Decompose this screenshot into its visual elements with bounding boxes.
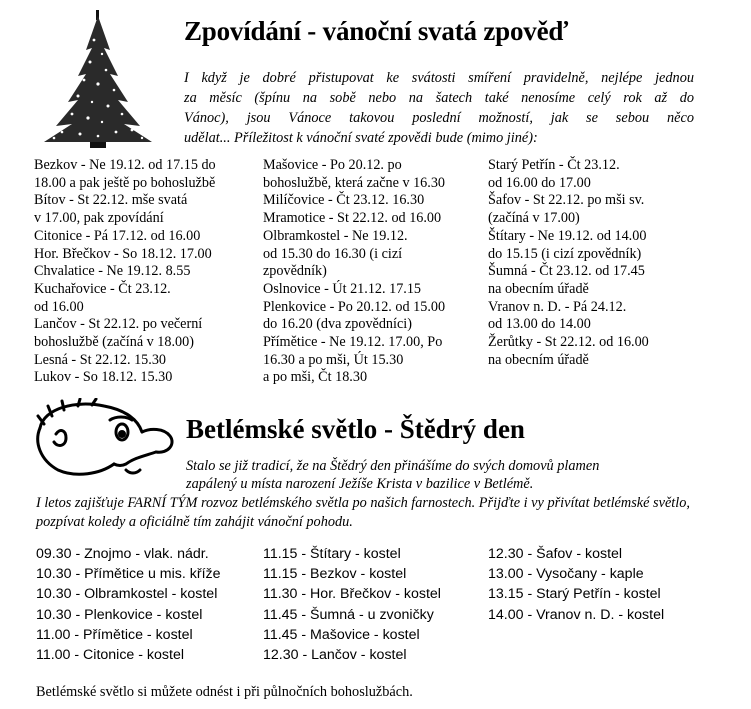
schedule-line: bohoslužbě, která začne v 16.30 xyxy=(263,174,446,191)
schedule-line: Štítary - Ne 19.12. od 14.00 xyxy=(488,227,647,244)
schedule-line: 11.15 - Štítary - kostel xyxy=(263,546,401,562)
schedule-line: Vranov n. D. - Pá 24.12. xyxy=(488,298,627,315)
intro-line: Stalo se již tradicí, že na Štědrý den přinášíme do svých domovů plamen xyxy=(186,458,600,474)
schedule-line: 13.00 - Vysočany - kaple xyxy=(488,566,644,583)
schedule-line: Chvalatice - Ne 19.12. 8.55 xyxy=(34,263,191,280)
schedule-line: Kuchařovice - Čt 23.12. xyxy=(34,280,171,297)
schedule-line: Šumná - Čt 23.12. od 17.45 xyxy=(488,263,645,280)
schedule-line: 11.15 - Bezkov - kostel xyxy=(263,566,407,583)
schedule-line: Hor. Břečkov - So 18.12. 17.00 xyxy=(34,245,212,262)
intro-line: Vánoc), jsou Vánoce takovou poslední možností, jak se sebou něco xyxy=(184,110,694,126)
cartoon-face-image xyxy=(30,398,178,480)
schedule-line: 13.15 - Starý Petřín - kostel xyxy=(488,586,661,603)
bethlehem-intro-more: I letos zajišťuje FARNÍ TÝM rozvoz betlémského světla po našich farnostech. Přijďte i vy přivítat betlémské světlo, pozpívat koledy a oficiálně tím zahájit vánoční pohodu. xyxy=(36,495,690,530)
schedule-line: zpovědník) xyxy=(263,263,327,280)
schedule-line: do 15.15 (i cizí zpovědník) xyxy=(488,245,642,262)
schedule-line: 11.45 - Šumná - u zvoničky xyxy=(263,606,434,623)
schedule-line: na obecním úřadě xyxy=(488,351,589,368)
bethlehem-schedule-col-2 xyxy=(263,544,441,665)
schedule-line: 10.30 - Olbramkostel - kostel xyxy=(36,586,218,603)
schedule-line: Plenkovice - Po 20.12. od 15.00 xyxy=(263,298,446,315)
schedule-line: Šafov - St 22.12. po mši sv. xyxy=(488,192,645,209)
schedule-line: Citonice - Pá 17.12. od 16.00 xyxy=(34,227,201,244)
schedule-line: Olbramkostel - Ne 19.12. xyxy=(263,227,408,244)
schedule-line: 18.00 a pak ještě po bohoslužbě xyxy=(34,174,216,191)
schedule-line: 11.00 - Citonice - kostel xyxy=(36,647,184,664)
confession-schedule-col-3 xyxy=(488,157,649,369)
schedule-line: v 17.00, pak zpovídání xyxy=(34,210,164,227)
confession-schedule-col-1 xyxy=(34,157,216,387)
schedule-line: 09.30 - Znojmo - vlak. nádr. xyxy=(36,546,209,562)
schedule-line: a po mši, Čt 18.30 xyxy=(263,369,368,386)
schedule-line: Mramotice - St 22.12. od 16.00 xyxy=(263,210,442,227)
schedule-line: 11.30 - Hor. Břečkov - kostel xyxy=(263,586,441,603)
schedule-line: Přímětice - Ne 19.12. 17.00, Po xyxy=(263,334,443,351)
schedule-line: 12.30 - Lančov - kostel xyxy=(263,647,407,664)
intro-line: udělat... Příležitost k vánoční svaté zpovědi bude (mimo jiné): xyxy=(184,130,538,146)
schedule-line: (začíná v 17.00) xyxy=(488,210,580,227)
intro-line: I když je dobré přistupovat ke svátosti smíření pravidelně, nejlépe jednou xyxy=(184,70,694,86)
schedule-line: 12.30 - Šafov - kostel xyxy=(488,546,623,562)
schedule-line: Lančov - St 22.12. po večerní xyxy=(34,316,203,333)
schedule-line: od 16.00 xyxy=(34,298,84,315)
schedule-line: 11.45 - Mašovice - kostel xyxy=(263,626,420,643)
schedule-line: Oslnovice - Út 21.12. 17.15 xyxy=(263,280,422,297)
schedule-line: 14.00 - Vranov n. D. - kostel xyxy=(488,606,665,623)
schedule-line: Mašovice - Po 20.12. po xyxy=(263,157,402,173)
schedule-line: 10.30 - Plenkovice - kostel xyxy=(36,606,203,623)
bethlehem-intro xyxy=(186,457,694,493)
schedule-line: bohoslužbě (začíná v 18.00) xyxy=(34,334,194,351)
confession-title: Zpovídání - vánoční svatá zpověď xyxy=(184,16,568,46)
bethlehem-schedule-col-3 xyxy=(488,544,664,625)
schedule-line: Bítov - St 22.12. mše svatá xyxy=(34,192,188,209)
bethlehem-light-title: Betlémské světlo - Štědrý den xyxy=(186,414,525,444)
schedule-line: Žerůtky - St 22.12. od 16.00 xyxy=(488,334,649,351)
schedule-line: od 16.00 do 17.00 xyxy=(488,174,591,191)
schedule-line: Milíčovice - Čt 23.12. 16.30 xyxy=(263,192,425,209)
confession-schedule-col-2 xyxy=(263,157,445,387)
schedule-line: Starý Petřín - Čt 23.12. xyxy=(488,157,620,173)
schedule-line: Lukov - So 18.12. 15.30 xyxy=(34,369,173,386)
schedule-line: na obecním úřadě xyxy=(488,280,589,297)
schedule-line: 16.30 a po mši, Út 15.30 xyxy=(263,351,404,368)
schedule-line: do 16.20 (dva zpovědníci) xyxy=(263,316,412,333)
intro-line: zapálený u místa narození Ježíše Krista v bazilice v Betlémě. xyxy=(186,476,534,492)
christmas-tree-image xyxy=(32,10,164,148)
schedule-line: od 13.00 do 14.00 xyxy=(488,316,591,333)
schedule-line: 10.30 - Přímětice u mis. kříže xyxy=(36,566,221,583)
schedule-line: 11.00 - Přímětice - kostel xyxy=(36,626,193,643)
confession-intro xyxy=(184,68,694,148)
footer-note: Betlémské světlo si můžete odnést i při půlnočních bohoslužbách. xyxy=(36,684,413,700)
schedule-line: Bezkov - Ne 19.12. od 17.15 do xyxy=(34,157,216,173)
schedule-line: od 15.30 do 16.30 (i cizí xyxy=(263,245,403,262)
bethlehem-schedule-col-1 xyxy=(36,544,221,665)
schedule-line: Lesná - St 22.12. 15.30 xyxy=(34,351,167,368)
intro-line: za měsíc (špínu na sobě nebo na šatech také nenosíme celý rok až do xyxy=(184,90,694,106)
